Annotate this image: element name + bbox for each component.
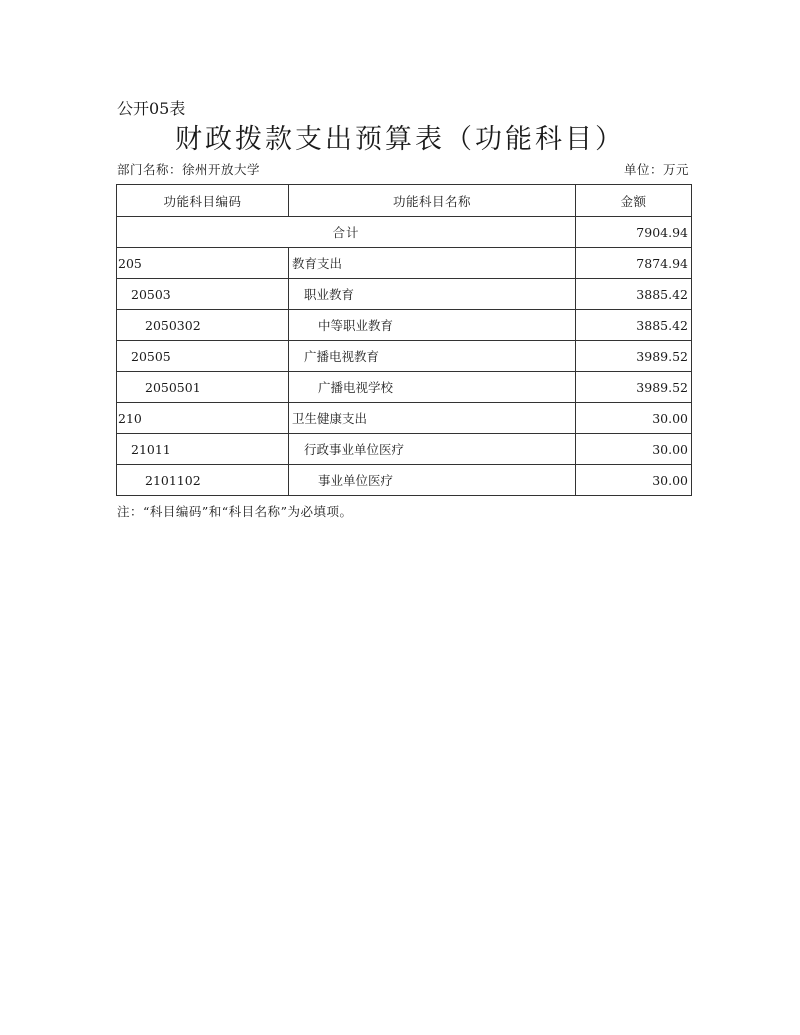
row-name: 事业单位医疗 [289,465,576,496]
row-amount: 3885.42 [576,310,692,341]
footnote: 注：“科目编码”和“科目名称”为必填项。 [117,504,353,519]
row-name: 中等职业教育 [289,310,576,341]
table-header-row [117,185,692,217]
table-row [117,465,692,496]
row-name: 行政事业单位医疗 [289,434,576,465]
table-row [117,403,692,434]
row-name: 卫生健康支出 [289,403,576,434]
total-amount: 7904.94 [576,217,692,248]
department-label: 部门名称：徐州开放大学 [117,162,261,177]
row-code: 21011 [117,434,289,465]
row-amount: 7874.94 [576,248,692,279]
form-number: 公开05表 [117,99,186,118]
row-amount: 30.00 [576,465,692,496]
table-row [117,248,692,279]
row-name: 广播电视教育 [289,341,576,372]
row-code: 2050501 [117,372,289,403]
row-code: 2101102 [117,465,289,496]
row-name: 广播电视学校 [289,372,576,403]
row-amount: 3885.42 [576,279,692,310]
row-name: 职业教育 [289,279,576,310]
row-amount: 30.00 [576,403,692,434]
table-row [117,310,692,341]
row-amount: 3989.52 [576,372,692,403]
row-code: 20505 [117,341,289,372]
header-name: 功能科目名称 [289,185,576,217]
budget-table [116,184,692,496]
header-code: 功能科目编码 [117,185,289,217]
unit-label: 单位：万元 [623,162,689,177]
row-amount: 30.00 [576,434,692,465]
total-label: 合计 [117,217,576,248]
table-row [117,341,692,372]
row-code: 2050302 [117,310,289,341]
table-row [117,434,692,465]
page-title: 财政拨款支出预算表（功能科目） [175,124,625,155]
row-name: 教育支出 [289,248,576,279]
total-row [117,217,692,248]
row-amount: 3989.52 [576,341,692,372]
row-code: 210 [117,403,289,434]
header-amount: 金额 [576,185,692,217]
table-row [117,372,692,403]
row-code: 20503 [117,279,289,310]
row-code: 205 [117,248,289,279]
table-row [117,279,692,310]
